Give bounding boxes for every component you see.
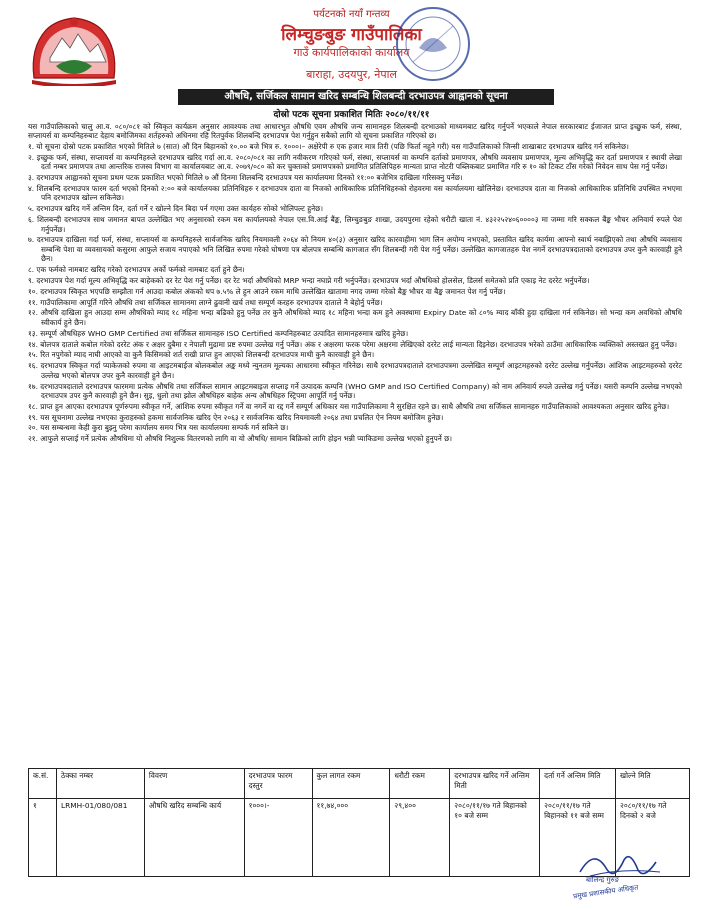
condition-item: १०. दरभाउपत्र स्विकृत भएपछि सम्झौता गर्न आउदा कबोल अंकको थप ७.५% ले हुन आउने रकम माथि उल्लेखित खातामा नगद जम्मा गरेको बैङ्क भौचर वा बैङ्क जमानत पेश गर्नु पर्नेछ।: [28, 286, 506, 296]
column-header: दरभाउपत्र खरिद गर्ने अन्तिम मिती: [450, 769, 540, 799]
column-header: विवरण: [144, 769, 244, 799]
table-cell: २०८०/११/१७ गते बिहानको ११ बजे सम्म: [540, 799, 616, 877]
condition-item: १७. दरभाउपत्रदाताले दरभाउपत्र फारममा प्रत्येक औषधि तथा सर्जिकल सामान आइटमबाइज सप्लाइ गर्ने उत्पादक कम्पनि (WHO GMP and ISO Certified Company) को नाम अनिवार्य रुपले उल्लेख गर्नु पर्नेछ। यसरी कम्पनि उल्लेख नभएको दरभाउपत्र उपर कुनै कारवाही हुने छैन। सुइ, धुलो तथा झोल औषधिहरु बाहेक अन्य औषधिहरु स्ट्रिपमा आपूर्ति गर्नु पर्नेछ।: [28, 381, 682, 400]
condition-item: २१. आफुले सप्लाई गर्ने प्रत्येक औषधिमा यो औषधि निशुल्क वितरणको लागि वा यो औषधि/ सामान बिक्रिको लागि होइन भन्नी प्याकिङमा उल्लेख भएको हुनुपर्ने छ।: [28, 434, 453, 444]
municipality-tagline: पर्यटनको नयाँ गन्तव्य: [313, 9, 390, 20]
condition-item: ७. दरभाउपत्र दाखिला गर्दा फर्म, संस्था, सप्लायर्स वा कम्पनिहरुले सार्वजनिक खरिद नियमावली २०६४ को नियम ४०(३) अनुसार खरिद कारवाहीमा भाग लिन अयोग्य नभएको, प्रस्तावित खरिद कार्यमा आफ्नो स्वार्थ नबाझिएको तथा औषधि व्यवसाय सम्बन्धि पेशा वा व्यवसायको कसुरमा आफुले सजाय नपाएको भनि लिखित रुपमा गरेको घोषणा पत्र बोलपत्र सम्बन्धि कागजात सँग शिलबन्दी गरी पेश गर्नु पर्नेछ। उल्लेखित कागजातहरु पेश नगर्ने दरभाउपत्रदाताको दरभाउपत्र उपर कुनै कारवाही हुने छैन।: [28, 235, 682, 264]
column-header: खोल्ने मिति: [616, 769, 690, 799]
notice-body: [28, 122, 682, 445]
table-cell: १०००।-: [244, 799, 312, 877]
condition-item: ११. गाउँपालिकामा आपूर्ति गरिने औषधि तथा सर्जिकल सामानमा लाग्ने ढुवानी खर्च तथा सम्पूर्ण करहरु दरभाउपत्र दाताले नै बेहोर्नु पर्नेछ।: [28, 297, 383, 307]
condition-item: ९. दरभाउपत्र पेश गर्दा मूल्य अभिवृद्धि कर बाहेकको दर रेट पेश गर्नु पर्नेछ। दर रेट भर्दा औषधिको MRP भन्दा नघाप्ने गरी भर्नुपर्नेछ। दरभाउपत्र भर्दा औषधिको होलसेल, डिलर्स समेतको प्रति एकाइ नेट दररेट भर्नुपर्नेछ।: [28, 275, 590, 285]
table-cell: २०८०/११/१७ गते बिहानको १० बजे सम्म: [450, 799, 540, 877]
table-cell: औषधि खरिद सम्बन्धि कार्य: [144, 799, 244, 877]
notice-title: औषधि, सर्जिकल सामान खरिद सम्बन्धि शिलबन्दी दरभाउपत्र आह्वानको सूचना: [178, 89, 554, 105]
condition-item: १८. प्राप्त हुन आएका दरभाउपत्र पूर्णरुपमा स्वीकृत गर्ने, आंशिक रुपमा स्वीकृत गर्ने वा नगर्ने वा रद्द गर्ने सम्पूर्ण अधिकार यस गाउँपालिकामा नै सुरक्षित रहने छ। साथै औषधि तथा सर्जिकल सामानहरु गाउँपालिकाको आवश्यकता अनुसार खरिद हुनेछ।: [28, 401, 670, 411]
office-address: बाराहा, उदयपुर, नेपाल: [306, 68, 397, 81]
table-cell: २०८०/११/१७ गते दिनको २ बजे: [616, 799, 690, 877]
condition-item: १४. बोलपत्र दाताले कबोल गरेको दररेट अंक र अक्षर दुबैमा र नेपाली मुद्रामा प्रष्ट रुपमा उल्लेख गर्नु पर्नेछ। अंक र अक्षरमा फरक परेमा अक्षरमा लेखिएको दररेट लाई मान्यता दिइनेछ। दरभाउपत्र भरेको ठाउँमा आधिकारिक व्यक्तिको अस्तखत हुनु पर्नेछ।: [28, 339, 678, 349]
condition-item: २०. यस सम्बन्धमा केही कुरा बुझ्नु परेमा कार्यालय समय भित्र यस कार्यालयमा सम्पर्क गर्न सकिने छ।: [28, 423, 289, 433]
publication-date: दोस्रो पटक सूचना प्रकाशित मितिः २०८०/११/११: [273, 110, 430, 120]
column-header: दर्ता गर्ने अन्तिम मिति: [540, 769, 616, 799]
letterhead: [0, 0, 703, 88]
condition-item: १६. दरभाउपत्र स्विकृत गर्दा प्याकेजको रुपमा वा आइटमबाईज बोलकबोल अङ्क मध्ये न्युनतम मूल्यका आधारमा स्वीकृत गरिनेछ। साथै दरभाउपत्रदाताले दरभाउपत्रमा उल्लेखित सम्पूर्ण आइटमहरुको दररेट उल्लेख गर्नुपर्नेछ। आंशिक आइटमहरुको दररेट उल्लेख भएको बोलपत्र उपर कुनै कारवाही हुने छैन।: [28, 361, 682, 380]
condition-item: १३. सम्पूर्ण औषधिहरु WHO GMP Certified तथा सर्जिकल सामानहरु ISO Certified कम्पनिहरुबाट उत्पादित सामानहरुमात्र खरिद हुनेछ।: [28, 328, 409, 338]
condition-item: १९. यस सूचनामा उल्लेख नभएका कुराहरुको हकमा सार्वजनिक खरिद ऐन २०६३ र सार्वजनिक खरिद नियमावली २०६४ तथा प्रचलित ऐन नियम बमोजिम हुनेछ।: [28, 412, 444, 422]
office-name: गाउँ कार्यपालिकाको कार्यालय: [293, 46, 410, 59]
condition-item: ४. शिलबन्दि दरभाउपत्र फारम दर्ता भएको दिनको २:०० बजे कार्यालयका प्रतिनिधिहरु र दरभाउपत्र दाता वा निजको आधिकारिक प्रतिनिधिहरुको रोहवरमा यस कार्यालयमा खोलिनेछ। दरभाउपत्र दाता वा निजको आधिकारिक प्रतिनिधि उपस्थित नभएमा पनि दरभाउपत्र खोल्न सकिनेछ।: [28, 184, 682, 203]
signatory-designation: प्रमुख प्रशासकीय अधिकृत: [572, 883, 639, 901]
condition-item: २. इच्छुक फर्म, संस्था, सप्लायर्स वा कम्पनिहरुले दरभाउपत्र खरिद गर्दा आ.व. २०८०/०८१ का लागि नवीकरण गरिएको फर्म, संस्था, सप्लायर्स वा कम्पनि दर्ताको प्रमाणपत्र, औषधि व्यवसाय प्रमाणपत्र, मूल्य अभिवृद्धि कर दर्ता प्रमाणपत्र र स्थायी लेखा दर्ता नम्बर प्रमाणपत्र तथा आन्तरिक राजस्व विभाग वा कार्यालयबाट आ.व. २०७९/०८० को कर चुक्ताको प्रमाणपत्रको प्रमाणित प्रतिलिपिहरु मान्यता प्राप्त नोटरी पब्लिकबाट प्रमाणित गरि रु १० को टिकट टाँस गरेको निवेदन साथ पेस गर्नु पर्नेछ।: [28, 153, 682, 172]
table-cell: ११,७४,०००: [312, 799, 390, 877]
condition-item: १५. रित नपुगेको म्याद नाघी आएको वा कुनै किसिमको शर्त राखी प्राप्त हुन आएको शिलबन्दी दरभाउपत्र माथी कुनै कारवाही हुने छैन।: [28, 350, 375, 360]
official-seal-icon: [393, 4, 473, 84]
condition-item: ५. दरभाउपत्र खरिद गर्ने अन्तिम दिन, दर्ता गर्ने र खोल्ने दिन बिदा पर्न गएमा उक्त कार्यहरु सोको भोलिपल्ट हुनेछ।: [28, 204, 324, 214]
table-header-row: [29, 769, 690, 799]
column-header: दरभाउपत्र फारम दस्तुर: [244, 769, 312, 799]
table-cell: १: [29, 799, 57, 877]
condition-item: ६. शिलबन्दी दरभाउपत्र साथ जमानत बापत उल्लेखित भए अनुसारको रकम यस कार्यालयको नेपाल एस.वि.आई बैंङ्क, लिम्चुङबुङ शाखा, उदयपुरमा रहेको धरौटी खाता नं. ४३२२५२४०६००००३ मा जम्मा गरि सक्कल बैंङ्क भौचर अनिवार्य रुपले पेश गर्नुपर्नेछ।: [28, 215, 682, 234]
condition-item: ८. एक फर्मको नामबाट खरिद गरेको दरभाउपत्र अर्को फर्मको नामबाट दर्ता हुने छैन।: [28, 264, 245, 274]
signatory-name: बालिन्द्र गुरुङ: [586, 876, 620, 884]
column-header: धरौटी रकम: [390, 769, 450, 799]
column-header: ठेक्का नम्बर: [56, 769, 144, 799]
column-header: क.सं.: [29, 769, 57, 799]
condition-item: १२. औषधि दाखिला हुन आउदा सम्म औषधिको म्याद १८ महिना भन्दा बढिको हुनु पर्नेछ तर कुनै औषधिको म्याद १८ महिना भन्दा कम हुने अवस्थामा Expiry Date को ८०% म्याद बाँकी हुदा दाखिला गर्न सकिनेछ। सो भन्दा कम अवधिको औषधि स्वीकार्य हुने छैन।: [28, 308, 683, 327]
column-header: कुल लागत रकम: [312, 769, 390, 799]
table-cell: LRMH-01/080/081: [56, 799, 144, 877]
municipality-name: लिम्चुङबुङ गाउँपालिका: [281, 25, 422, 45]
condition-item: १. यो सूचना दोस्रो पटक प्रकाशित भएको मितिले ७ (सात) औं दिन बिहानको १०.०० बजे भित्र रु. १०००।– अक्षेरेपी रु एक हजार मात्र तिरी (पछि फिर्ता नहुने गरी) यस गाउँपालिकाको जिन्सी शाखाबाट दरभाउपत्र खरिद गर्न सकिनेछ।: [28, 142, 629, 152]
intro-paragraph: यस गाउँपालिकाको चालु आ.व. ०८०/०८१ को स्विकृत कार्यक्रम अनुसार आवश्यक तथा आधारभुत औषधि एवम औषधि जन्य सामानहरु शिलबन्दी दरभाउको माध्यमबाट खरिद गर्नुपर्ने भएकाले नेपाल सरकारबाट ईजाजत प्राप्त इच्छुक फर्म, संस्था, सप्लायर्स वा कम्पनिहरुबाट देहाय बमोजिमका शर्तहरुको अधिनमा रहि रितपुर्वक शिलबन्दि दरभाउपत्र पेश गर्नुहुन सबैको लागि यो सूचना प्रकाशित गरिएको छ।: [28, 122, 682, 141]
table-cell: २९,४००: [390, 799, 450, 877]
condition-item: ३. दरभाउपत्र आह्वानको सूचना प्रथम पटक प्रकाशित भएको मितिले ७ औं दिनमा शिलबन्दि दरभाउपत्र यस कार्यालयमा दिनको ११:०० बजेभित्र दाखिला गरिसक्नु पर्नेछ।: [28, 173, 463, 183]
